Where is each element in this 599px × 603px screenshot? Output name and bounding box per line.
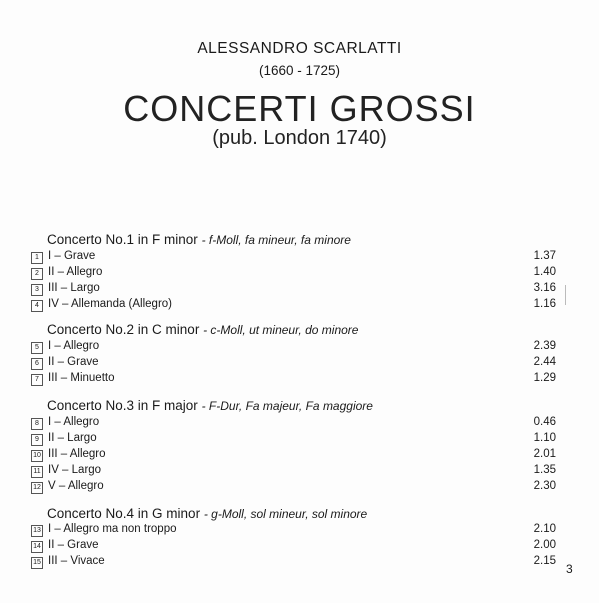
track-number: 3: [31, 284, 43, 296]
track-row[interactable]: [31, 464, 556, 480]
track-label: III – Allegro: [48, 448, 106, 460]
track-row[interactable]: [31, 448, 556, 464]
concerto-title: Concerto No.1 in F minor: [47, 232, 198, 247]
concerto-alt-keys: - g-Moll, sol mineur, sol minore: [203, 507, 368, 521]
track-number: 10: [31, 450, 43, 462]
track-label: III – Vivace: [48, 555, 105, 567]
track-row[interactable]: [31, 480, 556, 496]
page-number: 3: [566, 562, 573, 576]
track-number: 11: [31, 466, 43, 478]
track-row[interactable]: [31, 250, 556, 266]
track-number: 6: [31, 358, 43, 370]
composer-dates: (1660 - 1725): [258, 63, 341, 78]
track-number: 2: [31, 268, 43, 280]
concerto-alt-keys: - F-Dur, Fa majeur, Fa maggiore: [201, 399, 373, 413]
track-duration: 2.44: [533, 356, 556, 368]
track-label: II – Allegro: [48, 266, 103, 278]
track-number: 7: [31, 374, 43, 386]
track-label: I – Allegro: [48, 340, 100, 352]
concerto-heading: [47, 322, 358, 337]
track-label: III – Largo: [48, 282, 100, 294]
track-row[interactable]: [31, 555, 556, 571]
track-label: I – Allegro ma non troppo: [48, 523, 177, 535]
concerto-alt-keys: - c-Moll, ut mineur, do minore: [203, 323, 359, 337]
track-label: II – Grave: [48, 539, 99, 551]
track-number: 4: [31, 300, 43, 312]
track-row[interactable]: [31, 298, 556, 314]
track-row[interactable]: [31, 266, 556, 282]
track-duration: 2.00: [533, 539, 556, 551]
track-duration: 1.29: [533, 372, 556, 384]
track-label: II – Grave: [48, 356, 99, 368]
track-number: 1: [31, 252, 43, 264]
page-edge-mark: [565, 285, 566, 305]
track-number: 13: [31, 525, 43, 537]
concerto-heading: [47, 506, 367, 521]
track-duration: 2.15: [533, 555, 556, 567]
track-duration: 2.01: [533, 448, 556, 460]
concerto-title: Concerto No.4 in G minor: [47, 506, 201, 521]
track-duration: 1.35: [533, 464, 556, 476]
track-duration: 1.40: [533, 266, 556, 278]
track-row[interactable]: [31, 372, 556, 388]
concerto-alt-keys: - f-Moll, fa mineur, fa minore: [201, 233, 351, 247]
album-title: CONCERTI GROSSI: [123, 88, 476, 129]
track-row[interactable]: [31, 340, 556, 356]
track-label: II – Largo: [48, 432, 97, 444]
track-row[interactable]: [31, 356, 556, 372]
track-row[interactable]: [31, 432, 556, 448]
track-number: 8: [31, 418, 43, 430]
track-duration: 2.10: [533, 523, 556, 535]
track-label: IV – Allemanda (Allegro): [48, 298, 173, 310]
track-row[interactable]: [31, 416, 556, 432]
track-label: I – Allegro: [48, 416, 100, 428]
track-label: IV – Largo: [48, 464, 102, 476]
track-row[interactable]: [31, 523, 556, 539]
track-duration: 1.37: [533, 250, 556, 262]
track-duration: 0.46: [533, 416, 556, 428]
composer-name: ALESSANDRO SCARLATTI: [197, 40, 402, 57]
track-number: 9: [31, 434, 43, 446]
track-number: 5: [31, 342, 43, 354]
concerto-title: Concerto No.2 in C minor: [47, 322, 200, 337]
track-duration: 1.10: [533, 432, 556, 444]
track-duration: 1.16: [533, 298, 556, 310]
track-duration: 2.39: [533, 340, 556, 352]
concerto-heading: [47, 398, 373, 413]
track-row[interactable]: [31, 282, 556, 298]
concerto-heading: [47, 232, 351, 247]
track-label: III – Minuetto: [48, 372, 115, 384]
track-number: 14: [31, 541, 43, 553]
track-duration: 3.16: [533, 282, 556, 294]
track-number: 12: [31, 482, 43, 494]
concerto-title: Concerto No.3 in F major: [47, 398, 198, 413]
track-duration: 2.30: [533, 480, 556, 492]
track-label: I – Grave: [48, 250, 96, 262]
track-label: V – Allegro: [48, 480, 104, 492]
album-subtitle: (pub. London 1740): [212, 127, 387, 149]
track-number: 15: [31, 557, 43, 569]
track-row[interactable]: [31, 539, 556, 555]
